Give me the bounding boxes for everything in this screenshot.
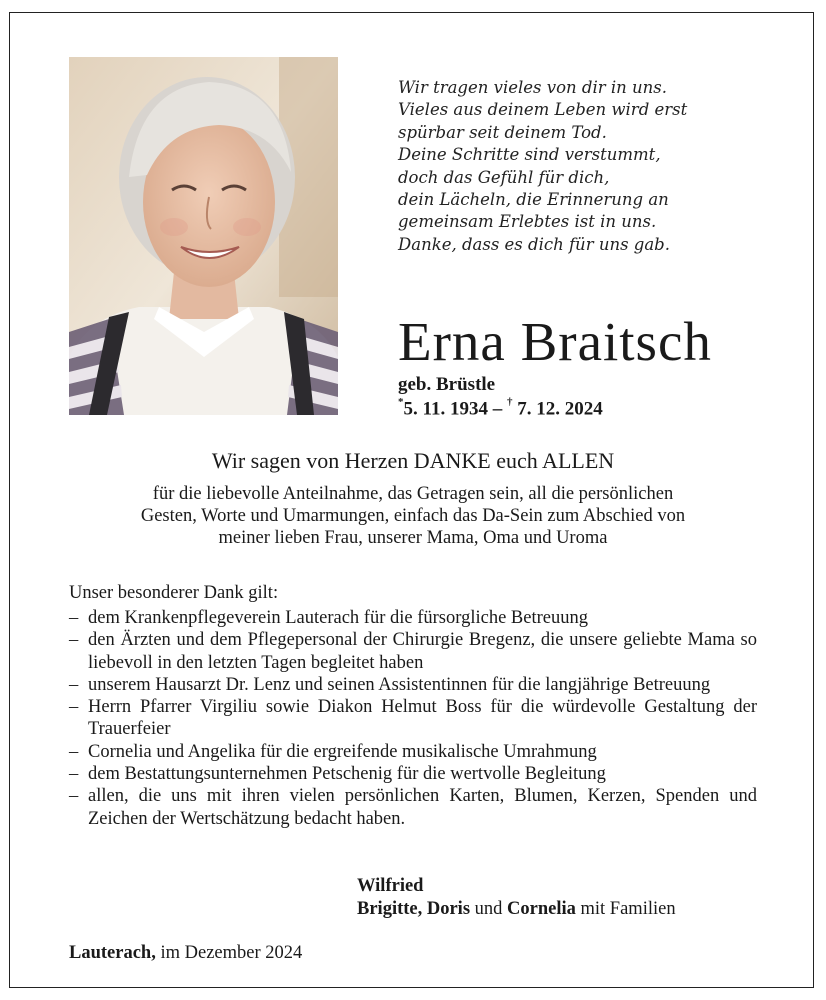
special-thanks-intro: Unser besonderer Dank gilt: [69,583,279,603]
memorial-poem [398,77,758,256]
portrait-photo [69,57,338,415]
thanks-body [60,483,766,549]
poem-line: spürbar seit deinem Tod. [398,122,607,142]
birth-name: geb. Brüstle [398,374,496,395]
dash-bullet: – [69,786,79,807]
list-item-text: allen, die uns mit ihren vielen persönlichen Karten, Blumen, Kerzen, Spenden und Zeichen der Wertschätzung bedacht haben. [88,786,757,829]
thanks-body-line: Gesten, Worte und Umarmungen, einfach das Da-Sein zum Abschied von [140,506,686,526]
poem-line: doch das Gefühl für dich, [398,167,610,187]
place-date: im Dezember 2024 [155,943,303,963]
list-item-text: dem Bestattungsunternehmen Petschenig für die wertvolle Begleitung [88,764,606,785]
thanks-headline: Wir sagen von Herzen DANKE euch ALLEN [211,448,615,473]
list-item [69,607,757,629]
list-item-text: Cornelia und Angelika für die ergreifende musikalische Umrahmung [88,741,597,762]
poem-line: Deine Schritte sind verstummt, [398,145,661,165]
thanks-body-line: meiner lieben Frau, unserer Mama, Oma und Uroma [218,528,608,548]
poem-line: Wir tragen vieles von dir in uns. [398,78,667,97]
life-dates [398,398,603,420]
list-item-text: den Ärzten und dem Pflegepersonal der Chirurgie Bregenz, die unsere geliebte Mama so liebevoll in den letzten Tagen begleitet haben [88,630,757,673]
list-item [69,629,757,674]
date-separator: – [487,398,507,420]
poem-line: Danke, dass es dich für uns gab. [398,234,670,254]
birth-symbol: * [398,396,404,408]
poem-line: gemeinsam Erlebtes ist in uns. [398,212,657,232]
list-item [69,785,757,830]
list-item [69,741,757,763]
signature-names-a: Brigitte, Doris [357,899,471,919]
place-town: Lauterach, [69,943,156,963]
list-item-text: unserem Hausarzt Dr. Lenz und seinen Assistentinnen für die langjährige Betreuung [88,674,711,695]
list-item [69,696,757,741]
thanks-body-line: für die liebevolle Anteilnahme, das Getragen sein, all die persönlichen [152,484,674,504]
signature-suffix: mit Familien [575,899,676,919]
signature-conj: und [470,899,508,919]
poem-line: dein Lächeln, die Erinnerung an [398,190,669,210]
list-item-text: dem Krankenpflegeverein Lauterach für die fürsorgliche Betreuung [88,608,588,628]
list-item [69,763,757,785]
dash-bullet: – [69,697,79,718]
dash-bullet: – [69,630,79,651]
dash-bullet: – [69,764,79,785]
list-item-text: Herrn Pfarrer Virgiliu sowie Diakon Helmut Boss für die würdevolle Gestaltung der Trauerfeier [88,697,757,740]
poem-line: Vieles aus deinem Leben wird erst [398,100,688,120]
death-symbol: † [506,396,513,408]
dash-bullet: – [69,674,79,695]
death-date: 7. 12. 2024 [512,398,603,420]
list-item [69,674,757,696]
signature [357,875,676,921]
signature-line-1: Wilfried [357,876,424,896]
deceased-name: Erna Braitsch [398,311,712,372]
portrait-image [69,57,338,415]
dash-bullet: – [69,608,79,628]
birth-date: 5. 11. 1934 [403,398,488,420]
dash-bullet: – [69,741,79,762]
signature-names-b: Cornelia [507,899,576,919]
place-and-date [69,943,302,964]
special-thanks-list [69,607,757,830]
